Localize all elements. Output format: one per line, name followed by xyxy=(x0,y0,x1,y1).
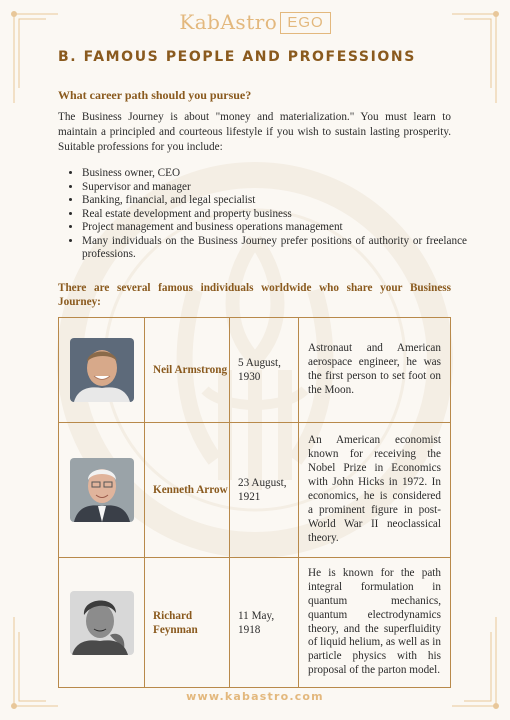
profession-item: • Project management and business operations management xyxy=(82,221,467,235)
table-row xyxy=(59,423,451,558)
profession-item: • Real estate development and property business xyxy=(82,208,467,222)
person-birthdate: 23 August, 1921 xyxy=(230,423,299,558)
profession-item: • Supervisor and manager xyxy=(82,181,467,195)
section-title: B. FAMOUS PEOPLE AND PROFESSIONS xyxy=(58,49,416,65)
person-description: Astronaut and American aerospace engineer, he was the first person to set foot on the Moon. xyxy=(299,318,451,423)
intro-paragraph: The Business Journey is about "money and materialization." You must learn to maintain a principled and courteous lifestyle if you wish to sustain lasting prosperity. Suitable professions for you include: xyxy=(58,111,451,153)
neil-armstrong-portrait xyxy=(70,338,134,402)
logo-ego-badge: EGO xyxy=(280,12,330,34)
profession-item: • Banking, financial, and legal specialist xyxy=(82,194,467,208)
person-name: Richard Feynman xyxy=(145,558,230,688)
person-name: Neil Armstrong xyxy=(145,318,230,423)
famous-people-table xyxy=(58,317,451,688)
professions-list xyxy=(66,167,467,262)
footer-website-link[interactable]: www.kabastro.com xyxy=(186,690,324,703)
person-birthdate: 5 August, 1930 xyxy=(230,318,299,423)
career-question-heading: What career path should you pursue? xyxy=(58,88,252,102)
table-row xyxy=(59,318,451,423)
profession-item: • Business owner, CEO xyxy=(82,167,467,181)
logo-brand-text: KabAstro xyxy=(179,10,278,34)
person-birthdate: 11 May, 1918 xyxy=(230,558,299,688)
profession-item: • Many individuals on the Business Journey prefer positions of authority or freelance professions. xyxy=(82,235,467,262)
person-description: An American economist known for receiving the Nobel Prize in Economics with John Hicks in 1972. In economics, he is considered a prominent figure in post-World War II neoclassical theory. xyxy=(299,423,451,558)
famous-people-heading: There are several famous individuals worldwide who share your Business Journey: xyxy=(58,282,451,308)
table-row xyxy=(59,558,451,688)
richard-feynman-portrait xyxy=(70,591,134,655)
kenneth-arrow-portrait xyxy=(70,458,134,522)
person-description: He is known for the path integral formulation in quantum mechanics, quantum electrodynamics theory, and the superfluidity of liquid helium, as well as in particle physics with his proposal of the parton model. xyxy=(299,558,451,688)
kabastro-ego-logo xyxy=(0,10,510,34)
person-name: Kenneth Arrow xyxy=(145,423,230,558)
